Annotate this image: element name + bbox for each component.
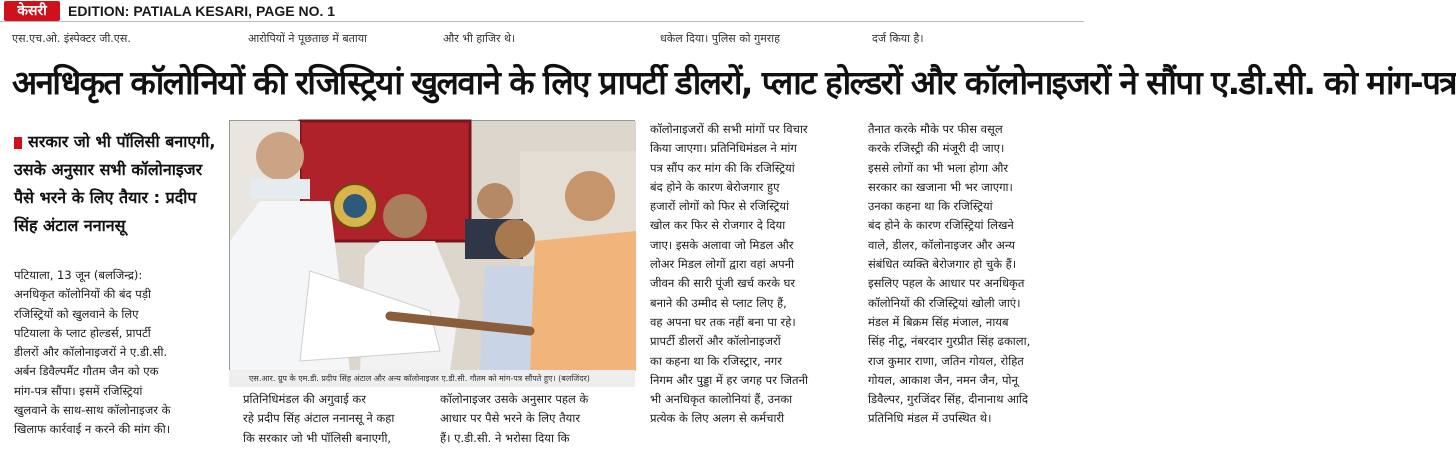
article-column-5 <box>868 120 1074 470</box>
subhead-line-text: सरकार जो भी पॉलिसी बनाएगी, <box>28 132 216 151</box>
subhead-line: उसके अनुसार सभी कॉलोनाइजर <box>14 160 203 179</box>
column-line: इसलिए पहल के आधार पर अनधिकृत <box>868 276 1025 291</box>
article-column-1 <box>14 266 224 466</box>
column-line: डिवैल्पर, गुरजिंदर सिंह, दीनानाथ आदि <box>868 392 1028 407</box>
column-line: वाले, डीलर, कॉलोनाइजर और अन्य <box>868 237 1015 252</box>
article-column-4 <box>650 120 858 470</box>
column-line: पटियाला, 13 जून (बलजिन्द्र): <box>14 268 143 282</box>
column-line: तैनात करके मौके पर फीस वसूल <box>868 122 1003 136</box>
column-line: जीवन की सारी पूंजी खर्च करके घर <box>650 276 796 291</box>
column-line: हैं। ए.डी.सी. ने भरोसा दिया कि <box>440 430 570 445</box>
column-line: गोयल, आकाश जैन, नमन जैन, पोनू <box>868 372 1018 387</box>
photo-caption: एस.आर. ग्रुप के एम.डी. प्रदीप सिंह अंटाल और अन्य कॉलोनाइजर ए.डी.सी. गौतम को मांग-पत्र सौंपते हुए। (बलजिंदर) <box>229 370 635 387</box>
column-line: संबंधित व्यक्ति बेरोजगार हो चुके हैं। <box>868 257 1017 272</box>
edition-label: EDITION: PATIALA KESARI, PAGE NO. 1 <box>68 3 336 19</box>
column-line: सरकार का खजाना भी भर जाएगा। <box>868 179 1013 194</box>
column-line: किया जाएगा। प्रतिनिधिमंडल ने मांग <box>650 141 797 156</box>
group-photo-illustration <box>230 121 636 371</box>
column-line: खिलाफ कार्रवाई न करने की मांग की। <box>14 422 171 437</box>
previous-story-fragment: दर्ज किया है। <box>872 32 924 45</box>
column-line: जाए। इसके अलावा जो मिडल और <box>650 237 794 252</box>
previous-story-fragment: एस.एच.ओ. इंस्पेक्टर जी.एस. <box>12 32 131 45</box>
column-line: वह अपना घर तक नहीं बना पा रहे। <box>650 314 796 329</box>
column-line: निगम और पुड्डा में हर जगह पर जितनी <box>650 372 808 387</box>
subhead-line: सिंह अंटाल ननानसू <box>14 216 126 235</box>
column-line: भी अनधिकृत कालोनियां हैं, उनका <box>650 392 793 407</box>
article-photo <box>229 120 635 370</box>
column-line: कॉलोनियों की रजिस्ट्रियां खोली जाएं। <box>868 295 1021 310</box>
column-line: बंद होने के कारण रजिस्ट्रियां लिखने <box>868 218 1014 233</box>
column-line: मांग-पत्र सौंपा। इसमें रजिस्ट्रियां <box>14 383 143 398</box>
column-line: पटियाला के प्लाट होल्डर्स, प्रापर्टी <box>14 325 151 340</box>
column-line: बंद होने के कारण बेरोजगार हुए <box>650 179 780 194</box>
previous-story-fragment: आरोपियों ने पूछताछ में बताया <box>248 32 368 45</box>
column-line: बनाने की उम्मीद से प्लाट लिए हैं, <box>650 295 787 310</box>
article-subhead <box>14 128 224 240</box>
subhead-line: पैसे भरने के लिए तैयार : प्रदीप <box>14 188 197 207</box>
column-line: का कहना था कि रजिस्ट्रार, नगर <box>650 353 782 368</box>
column-line: करके रजिस्ट्री की मंजूरी दी जाए। <box>868 141 1005 156</box>
column-line: हजारों लोगों को फिर से रजिस्ट्रियां <box>650 199 790 214</box>
bullet-square-icon <box>14 137 22 149</box>
previous-story-fragment: धकेल दिया। पुलिस को गुमराह <box>660 32 780 45</box>
column-line: रहे प्रदीप सिंह अंटाल ननानसू ने कहा <box>243 411 395 426</box>
column-line: रजिस्ट्रियों को खुलवाने के लिए <box>14 306 139 321</box>
column-line: सिंह नीटू, नंबरदार गुरप्रीत सिंह ढकाला, <box>868 334 1031 349</box>
kesari-logo: केसरी <box>4 1 60 21</box>
article-column-2 <box>243 390 433 470</box>
masthead-bar <box>0 0 1084 22</box>
column-line: उनका कहना था कि रजिस्ट्रियां <box>868 199 993 214</box>
column-line: इससे लोगों का भी भला होगा और <box>868 160 1009 175</box>
column-line: डीलरों और कॉलोनाइजरों ने ए.डी.सी. <box>14 345 168 360</box>
column-line: प्रतिनिधि मंडल में उपस्थित थे। <box>868 411 992 426</box>
article-headline: अनधिकृत कॉलोनियों की रजिस्ट्रियां खुलवाने के लिए प्रापर्टी डीलरों, प्लाट होल्डरों और कॉलोनाइजरों ने सौंपा ए.डी.सी. को मांग-पत्र <box>12 63 1456 102</box>
column-line: लोअर मिडल लोगों द्वारा वहां अपनी <box>650 257 795 272</box>
column-line: पत्र सौंप कर मांग की कि रजिस्ट्रियां <box>650 160 795 175</box>
column-line: कॉलोनाइजरों की सभी मांगों पर विचार <box>650 122 808 136</box>
column-line: मंडल में बिक्रम सिंह मंजाल, नायब <box>868 314 1009 329</box>
column-line: कॉलोनाइजर उसके अनुसार पहल के <box>440 392 589 406</box>
column-line: प्रतिनिधिमंडल की अगुवाई कर <box>243 392 366 406</box>
column-line: प्रापर्टी डीलरों और कॉलोनाइजरों <box>650 334 781 349</box>
column-line: आधार पर पैसे भरने के लिए तैयार <box>440 411 581 426</box>
column-line: अनधिकृत कॉलोनियों की बंद पड़ी <box>14 287 151 302</box>
subhead-line <box>14 128 224 156</box>
column-line: प्रत्येक के लिए अलग से कर्मचारी <box>650 411 785 426</box>
column-line: अर्बन डिवैल्पमैंट गौतम जैन को एक <box>14 364 159 379</box>
column-line: राज कुमार राणा, जतिन गोयल, रोहित <box>868 353 1024 368</box>
column-line: कि सरकार जो भी पॉलिसी बनाएगी, <box>243 430 392 445</box>
column-line: खोल कर फिर से रोजगार दे दिया <box>650 218 786 233</box>
previous-story-fragment: और भी हाजिर थे। <box>443 32 516 45</box>
article-column-3 <box>440 390 635 470</box>
column-line: खुलवाने के साथ-साथ कॉलोनाइजर के <box>14 403 171 418</box>
